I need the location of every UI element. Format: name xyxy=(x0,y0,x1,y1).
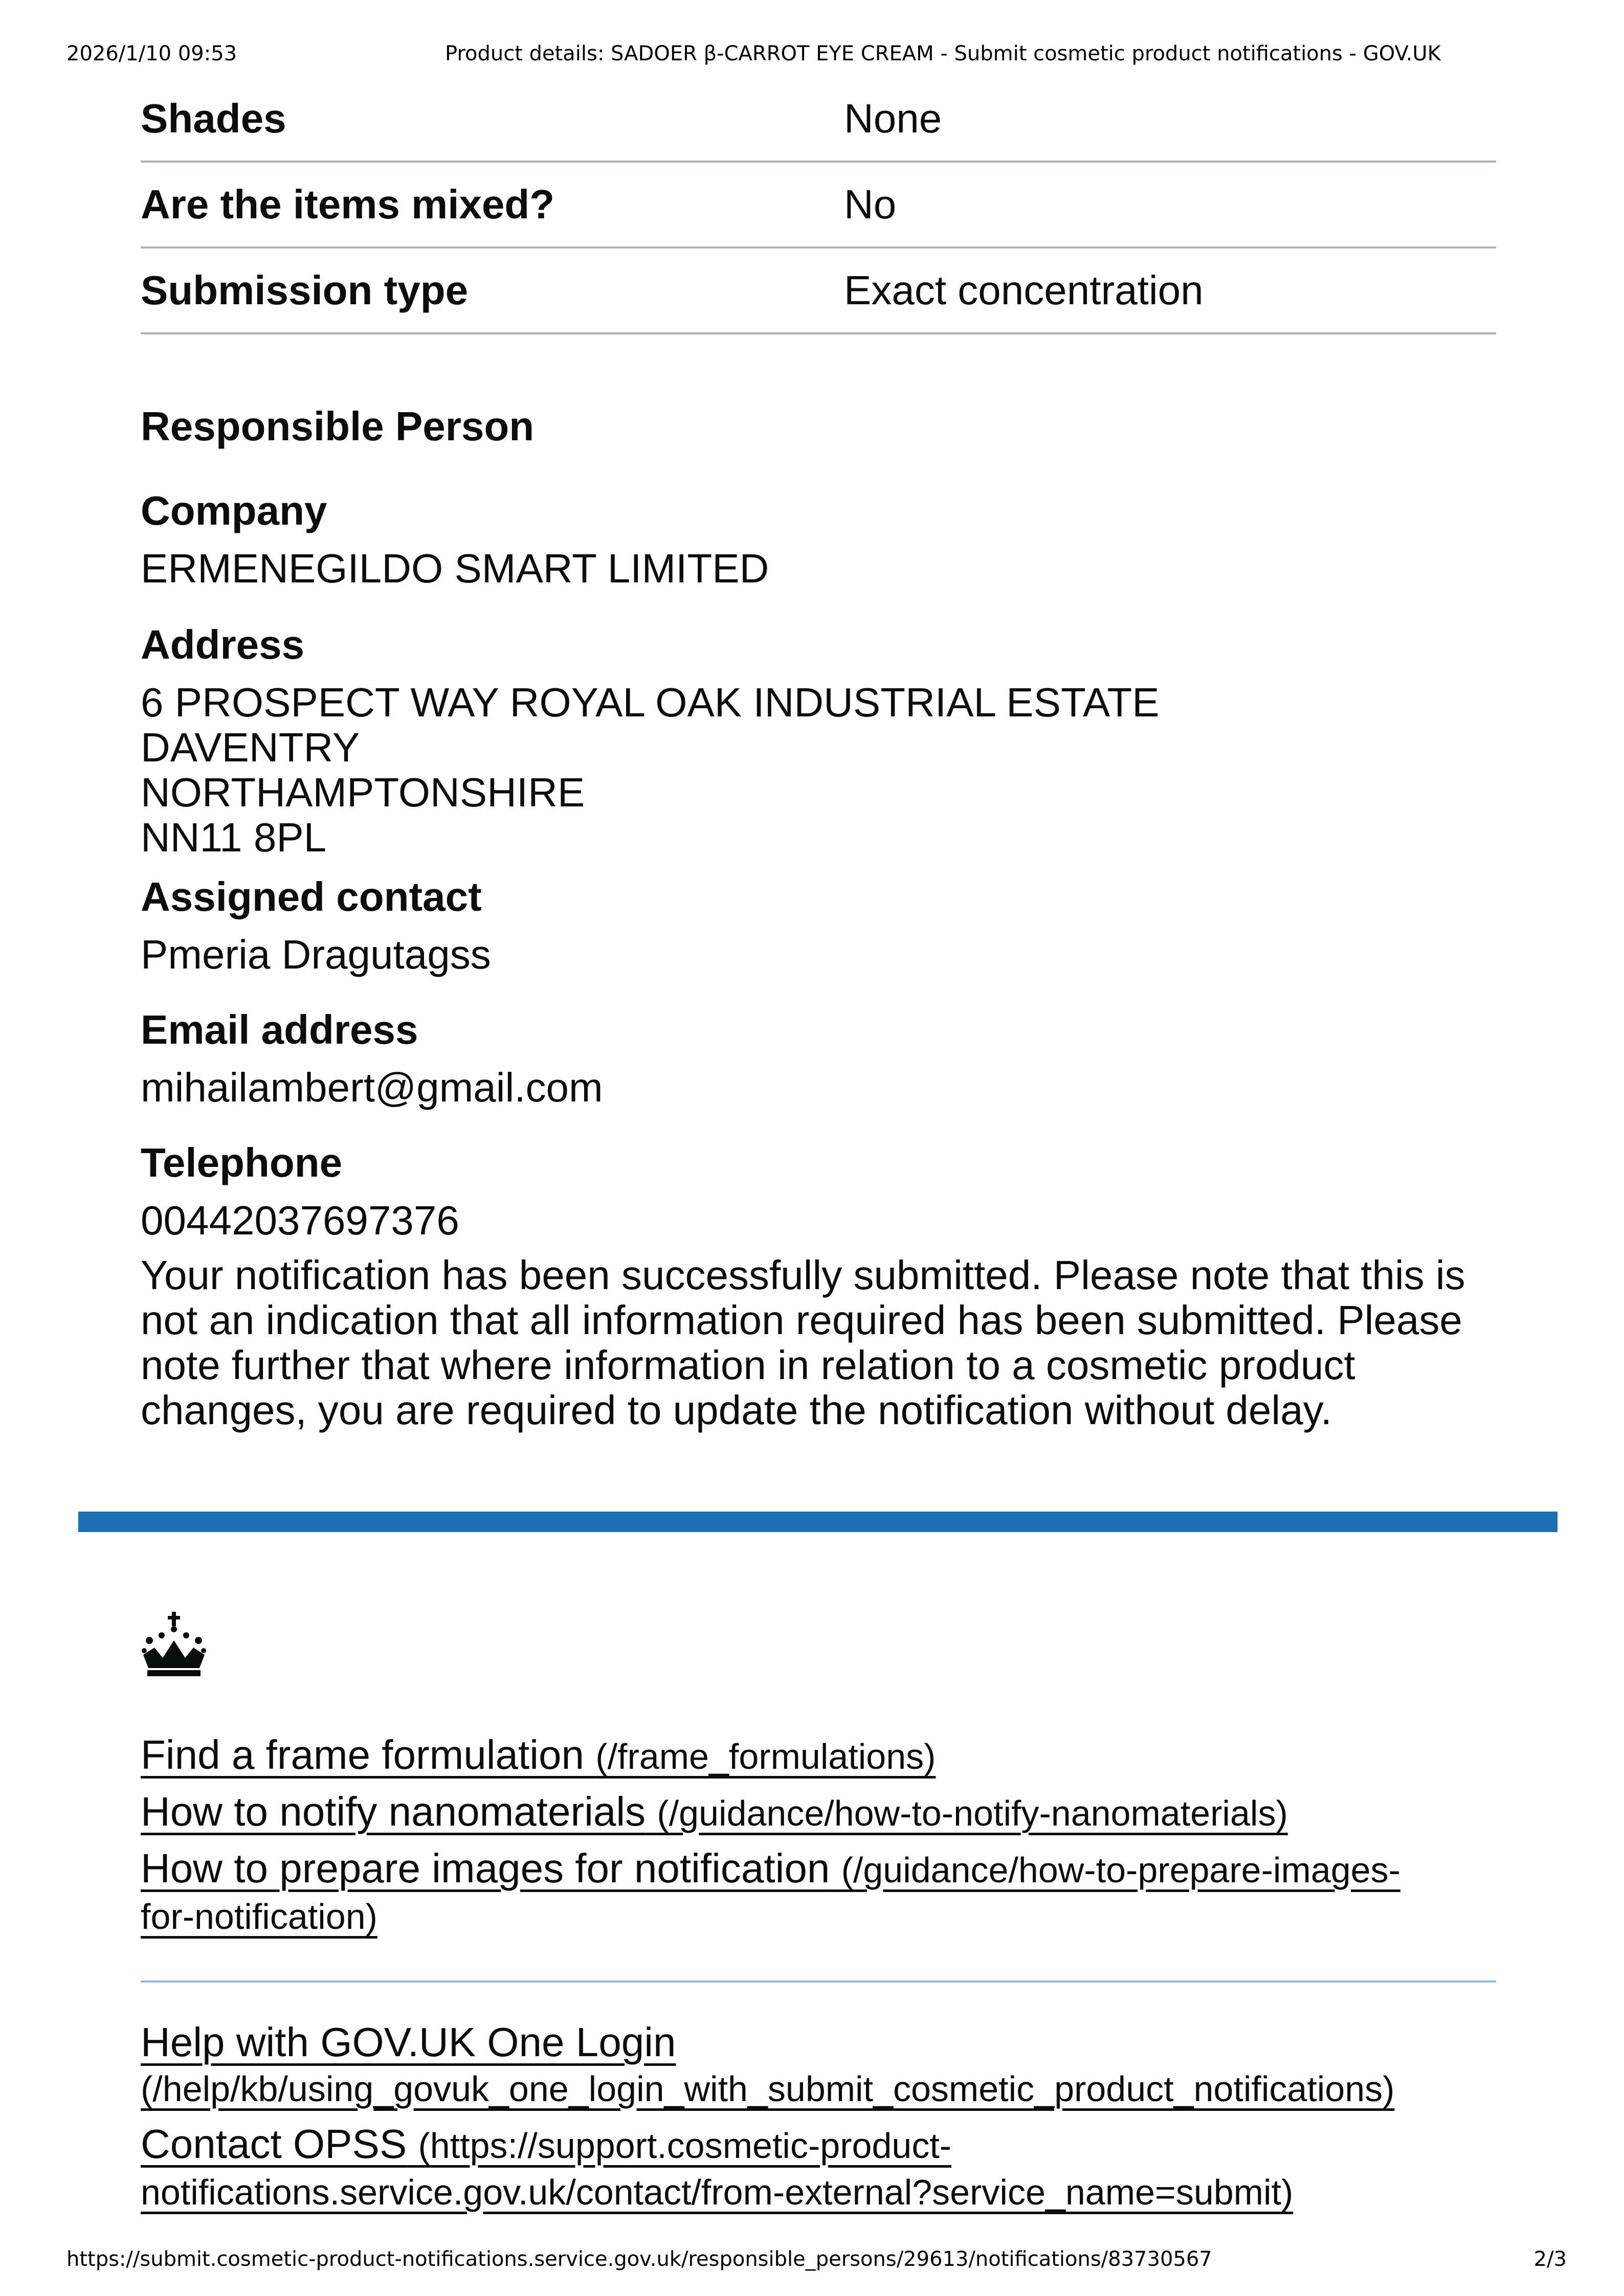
summary-value: Exact concentration xyxy=(844,267,1204,313)
assigned-contact-block xyxy=(141,874,1496,977)
address-block xyxy=(141,622,1496,860)
summary-key: Submission type xyxy=(141,267,469,313)
footer-link-item xyxy=(141,1846,1419,1939)
footer-link-item xyxy=(141,1789,1496,1836)
footer-link-item xyxy=(141,2122,1419,2215)
notice-text: Your notification has been successfully submitted. Please note that this is not an indication that all information required has been submitted. Please note further that where information in relation to a cosmetic product changes, you are required to update the notification without delay. xyxy=(141,1252,1465,1433)
address-line: NORTHAMPTONSHIRE xyxy=(141,770,585,815)
print-page-title: Product details: SADOER β-CARROT EYE CREAM - Submit cosmetic product notifications - GOV.UK xyxy=(445,42,1441,65)
summary-key: Shades xyxy=(141,96,286,141)
footer-divider xyxy=(141,1980,1496,1983)
help-one-login-link[interactable]: Help with GOV.UK One Login (/help/kb/using_govuk_one_login_with_submit_cosmetic_product_notifications) xyxy=(141,2019,1395,2109)
print-header xyxy=(0,42,1624,67)
print-footer xyxy=(0,2247,1624,2273)
company-block xyxy=(141,488,1496,591)
address-label: Address xyxy=(141,622,305,667)
footer-links-primary xyxy=(141,1732,1496,1939)
summary-row-submission-type xyxy=(141,249,1496,334)
address-line: 6 PROSPECT WAY ROYAL OAK INDUSTRIAL ESTATE xyxy=(141,680,1160,725)
page-number: 2/3 xyxy=(1533,2247,1567,2271)
summary-row-shades xyxy=(141,77,1496,163)
footer-links-secondary xyxy=(141,2020,1496,2215)
telephone-label: Telephone xyxy=(141,1140,343,1185)
footer-link-item xyxy=(141,2020,1496,2111)
submission-notice xyxy=(141,1253,1496,1433)
print-url: https://submit.cosmetic-product-notifications.service.gov.uk/responsible_persons/29613/notifications/83730567 xyxy=(66,2247,1212,2271)
summary-value: None xyxy=(844,96,942,141)
telephone-block xyxy=(141,1140,1496,1243)
notify-nanomaterials-link[interactable]: How to notify nanomaterials (/guidance/how-to-notify-nanomaterials) xyxy=(141,1789,1288,1834)
email-value: mihailambert@gmail.com xyxy=(141,1065,603,1110)
summary-row-items-mixed xyxy=(141,163,1496,249)
address-line: DAVENTRY xyxy=(141,725,360,770)
telephone-value: 00442037697376 xyxy=(141,1198,459,1243)
email-label: Email address xyxy=(141,1007,418,1052)
prepare-images-link[interactable]: How to prepare images for notification (/guidance/how-to-prepare-images-for-notification) xyxy=(141,1845,1400,1937)
find-frame-formulation-link[interactable]: Find a frame formulation (/frame_formulations) xyxy=(141,1732,936,1777)
footer-top-border xyxy=(78,1512,1558,1532)
print-date: 2026/1/10 09:53 xyxy=(66,42,237,65)
crown-icon xyxy=(139,1611,209,1680)
section-heading: Responsible Person xyxy=(141,403,535,449)
summary-list xyxy=(141,77,1496,334)
contact-opss-link[interactable]: Contact OPSS (https://support.cosmetic-product-notifications.service.gov.uk/contact/from-external?service_name=submit) xyxy=(141,2121,1294,2212)
email-block xyxy=(141,1007,1496,1110)
assigned-contact-value: Pmeria Dragutagss xyxy=(141,932,491,977)
summary-key: Are the items mixed? xyxy=(141,182,555,227)
responsible-person-heading xyxy=(141,404,1496,449)
company-label: Company xyxy=(141,488,327,533)
address-line: NN11 8PL xyxy=(141,815,327,860)
footer-link-item xyxy=(141,1732,1496,1779)
address-value xyxy=(141,680,1496,860)
assigned-contact-label: Assigned contact xyxy=(141,874,482,919)
company-value: ERMENEGILDO SMART LIMITED xyxy=(141,546,769,591)
summary-value: No xyxy=(844,182,897,227)
